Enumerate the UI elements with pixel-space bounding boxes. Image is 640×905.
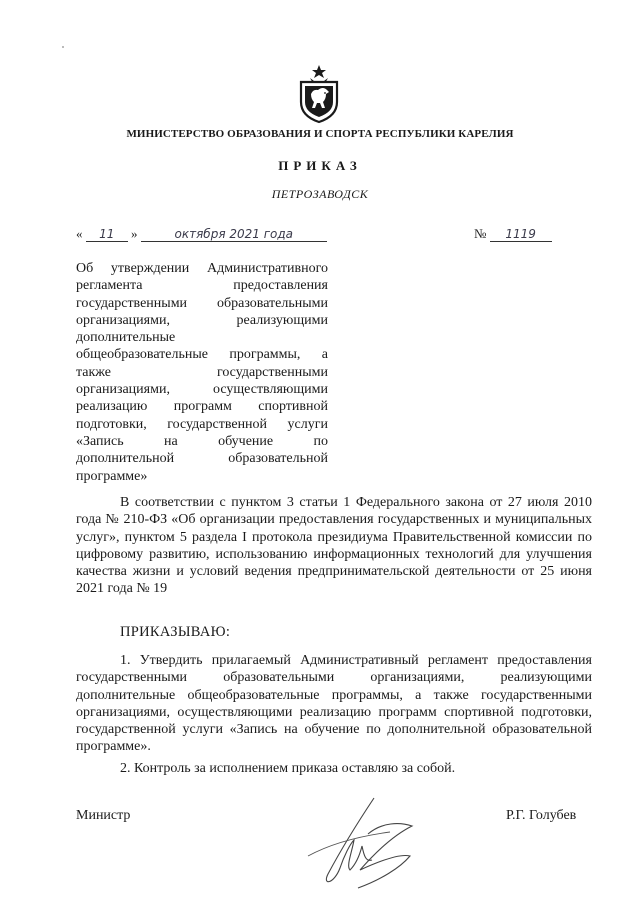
date-open-quote: « bbox=[76, 226, 83, 241]
subject-line: программе» bbox=[76, 468, 148, 484]
scan-speck bbox=[62, 46, 64, 48]
signatory-name: Р.Г. Голубев bbox=[506, 808, 577, 823]
order-item-2: 2. Контроль за исполнением приказа оставляю за собой. bbox=[120, 761, 456, 776]
number-sign: № bbox=[474, 226, 487, 241]
subject-line: «Запись на обучение по bbox=[76, 433, 328, 449]
subject-line: также государственными bbox=[76, 364, 328, 380]
subject-line: дополнительной образовательной bbox=[76, 451, 328, 467]
subject-line: регламента предоставления bbox=[76, 278, 328, 294]
karelia-coat-of-arms-icon bbox=[296, 64, 342, 124]
order-date bbox=[76, 226, 327, 242]
subject-line: дополнительные bbox=[76, 330, 176, 346]
subject-line: организациями, осуществляющими bbox=[76, 382, 328, 398]
ministry-name: МИНИСТЕРСТВО ОБРАЗОВАНИЯ И СПОРТА РЕСПУБЛИКИ КАРЕЛИЯ bbox=[126, 128, 514, 140]
subject-line: государственными образовательными bbox=[76, 295, 328, 311]
preamble-paragraph: В соответствии с пунктом 3 статьи 1 Федерального закона от 27 июля 2010 года № 210-ФЗ «Об организации предоставления государственных и муниципальных услуг», пунктом 5 раздела I протокола президиума Правительственной комиссии по цифровому развитию, использованию информационных технологий для улучшения качества жизни и условий ведения предпринимательской деятельности от 25 июня 2021 года № 19 bbox=[76, 495, 592, 597]
subject-line: общеобразовательные программы, а bbox=[76, 347, 328, 363]
subject-line: реализацию программ спортивной bbox=[76, 399, 328, 415]
subject-line: организациями, реализующими bbox=[76, 312, 328, 328]
order-title: ПРИКАЗ bbox=[278, 158, 362, 173]
order-subject bbox=[76, 260, 328, 485]
signatory-position: Министр bbox=[76, 808, 131, 823]
date-day: 11 bbox=[86, 227, 128, 242]
handwritten-signature bbox=[300, 796, 440, 896]
date-month-year: октября 2021 года bbox=[141, 227, 327, 242]
date-close-quote: » bbox=[131, 226, 138, 241]
prikazyvayu-heading: ПРИКАЗЫВАЮ: bbox=[120, 624, 231, 640]
subject-line: подготовки, государственной услуги bbox=[76, 416, 328, 432]
order-number bbox=[474, 226, 552, 242]
number-value: 1119 bbox=[490, 227, 552, 242]
subject-line: Об утверждении Административного bbox=[76, 261, 328, 276]
order-item-1: 1. Утвердить прилагаемый Административный регламент предоставления государственными образовательными организациями, реализующими дополнительные общеобразовательные программы, а также государственными организациями, осуществляющими реализацию программ спортивной подготовки, государственной услуги «Запись на обучение по дополнительной образовательной программе». bbox=[76, 653, 592, 755]
city-name: ПЕТРОЗАВОДСК bbox=[271, 187, 369, 201]
